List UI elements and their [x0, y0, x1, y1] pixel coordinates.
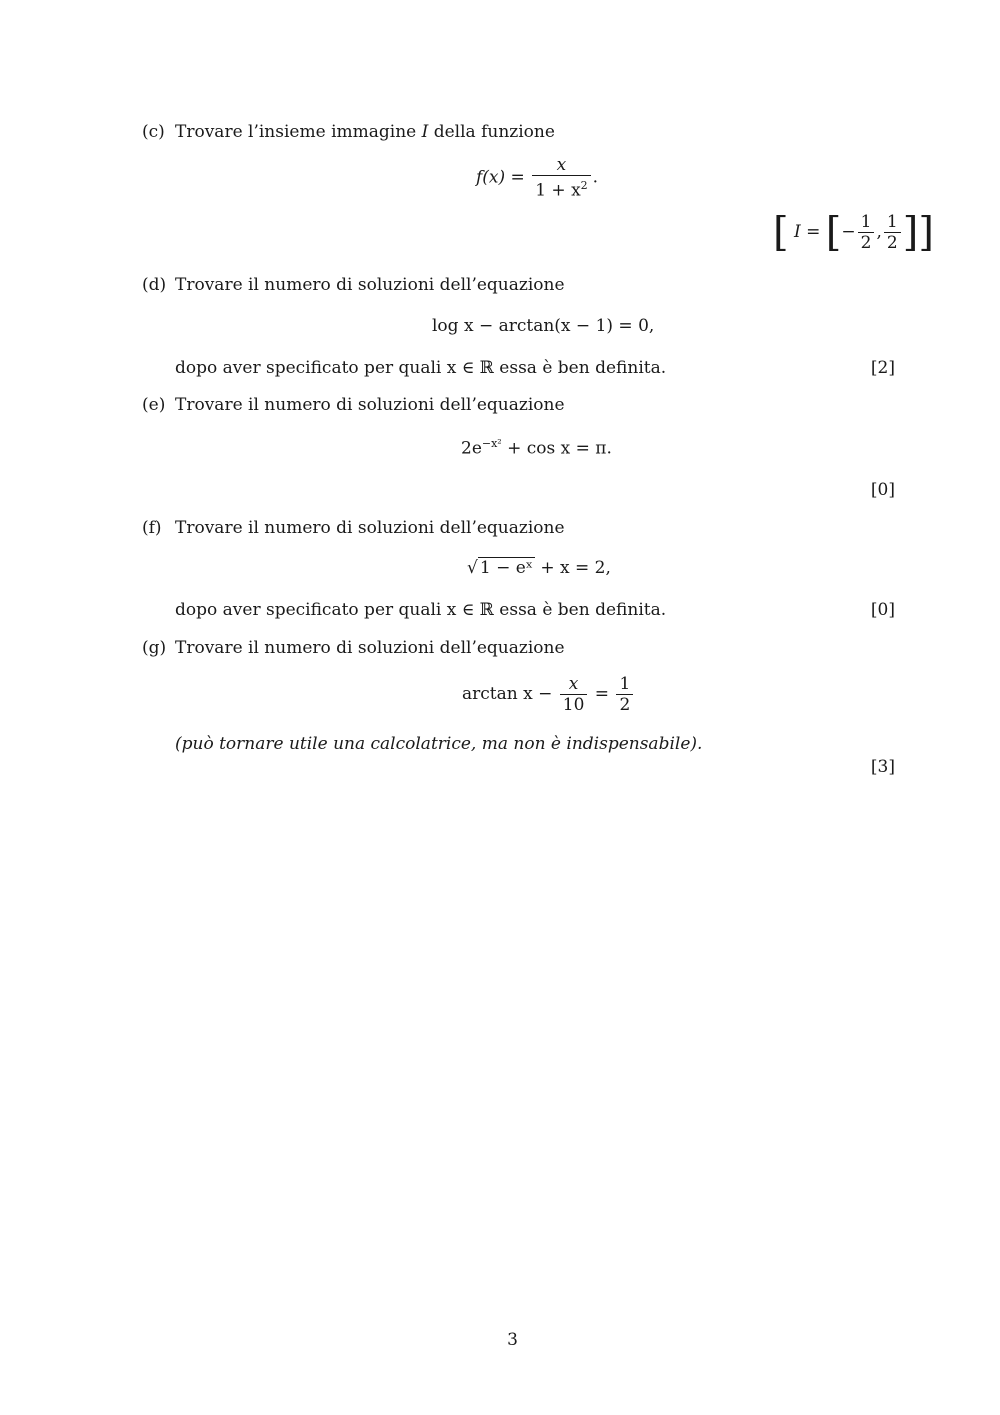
item-e-mark: [0] [870, 480, 895, 500]
item-e-formula: $2e^{-x^2} + \cos x = \pi$. [461, 437, 612, 459]
item-f-mark: [0] [870, 600, 895, 620]
item-d-label: (d) [142, 275, 167, 295]
item-c-formula: f(x) = $\frac{x}{1 + x^2}$ . [476, 155, 599, 201]
item-g-formula: arctan x − $\frac{x}{10}$ = $\frac{1}{2}$ [462, 674, 635, 715]
item-e-text: Trovare il numero di soluzioni dell’equazione [175, 395, 565, 415]
page-number: 3 [507, 1330, 518, 1350]
item-g-mark: [3] [870, 757, 895, 777]
formula-fraction: $\frac{x}{1 + x^2}$ [532, 155, 590, 201]
item-g-label: (g) [142, 638, 167, 658]
item-e-label: (e) [142, 395, 166, 415]
item-f-text: Trovare il numero di soluzioni dell’equazione [175, 518, 565, 538]
item-f-note: dopo aver specificato per quali x ∈ ℝ essa è ben definita. [175, 600, 667, 620]
item-d-mark: [2] [870, 358, 895, 378]
item-g-text: Trovare il numero di soluzioni dell’equazione [175, 638, 565, 658]
item-c-label: (c) [142, 122, 165, 142]
item-d-formula: log x − arctan(x − 1) = 0, [432, 316, 655, 336]
item-g-note: (può tornare utile una calcolatrice, ma non è indispensabile). [175, 734, 703, 754]
item-c-answer: [ I = [− $\frac{1}{2}$ , $\frac{1}{2}$ ]] [773, 209, 934, 256]
item-f-formula: √ 1 − eˣ + x = 2, [467, 558, 611, 578]
item-d-text: Trovare il numero di soluzioni dell’equazione [175, 275, 565, 295]
item-d-note: dopo aver specificato per quali x ∈ ℝ essa è ben definita. [175, 358, 667, 378]
item-c-text: Trovare l’insieme immagine I della funzione [175, 122, 555, 142]
item-f-label: (f) [142, 518, 162, 538]
